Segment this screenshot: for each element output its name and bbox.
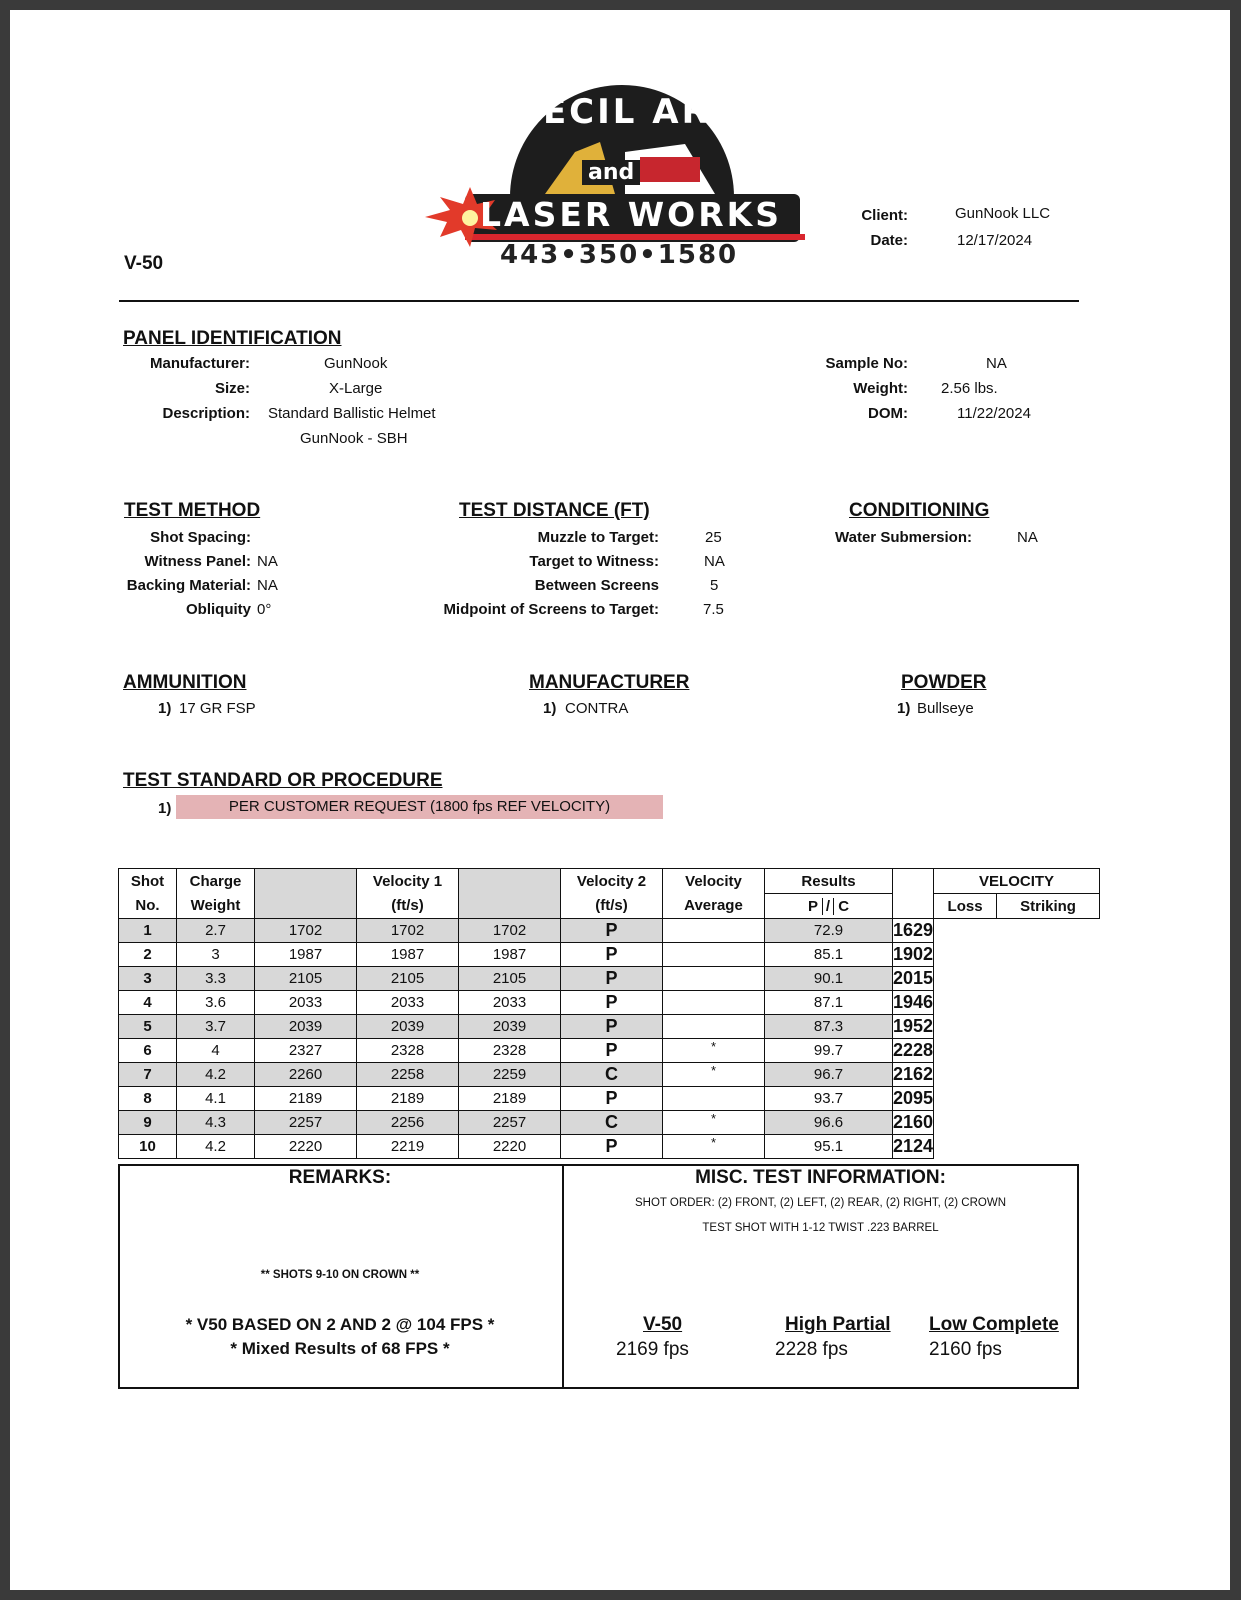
midpoint-value: 7.5 [703,601,724,618]
manufacturer-title: MANUFACTURER [529,672,690,693]
header-loss: Loss [934,894,997,919]
striking-cell: 1902 [893,943,934,967]
size-label: Size: [214,380,250,397]
header-velocity-group: VELOCITY [934,869,1100,894]
striking-cell: 1629 [893,919,934,943]
charge-cell: 3.7 [177,1015,255,1039]
header-results: Results [765,869,893,894]
loss-cell: 96.6 [765,1111,893,1135]
loss-cell: 95.1 [765,1135,893,1159]
velocity2-cell: 2219 [357,1135,459,1159]
charge-cell: 3 [177,943,255,967]
description-value-2: GunNook - SBH [300,430,408,447]
header-charge: Charge [177,869,255,894]
table-row [119,991,1100,1015]
velocity-avg-cell: 1987 [459,943,561,967]
velocity-avg-cell: 2189 [459,1087,561,1111]
mark-cell: * [663,1063,765,1087]
standard-title: TEST STANDARD OR PROCEDURE [123,770,443,791]
result-cell: P [561,967,663,991]
table-row [119,1039,1100,1063]
water-label: Water Submersion: [835,529,972,546]
result-cell: P [561,919,663,943]
striking-cell: 2124 [893,1135,934,1159]
charge-cell: 4 [177,1039,255,1063]
mark-cell [663,1087,765,1111]
remarks-mixed-line: * Mixed Results of 68 FPS * [230,1339,450,1358]
backing-value: NA [257,577,278,594]
header-shot: Shot [119,869,177,894]
remarks-title: REMARKS: [288,1167,392,1188]
shot-no-cell: 10 [119,1135,177,1159]
mark-cell [663,991,765,1015]
ammunition-num: 1) [158,700,172,717]
result-cell: C [561,1063,663,1087]
velocity2-cell: 2258 [357,1063,459,1087]
between-screens-value: 5 [710,577,719,594]
remarks-v50-line: * V50 BASED ON 2 AND 2 @ 104 FPS * [185,1315,495,1334]
charge-cell: 3.6 [177,991,255,1015]
shot-spacing-label: Shot Spacing: [150,529,251,546]
high-partial-value: 2228 fps [775,1339,848,1360]
mark-cell: * [663,1135,765,1159]
result-cell: C [561,1111,663,1135]
shot-no-cell: 6 [119,1039,177,1063]
dom-value: 11/22/2024 [957,405,1031,422]
striking-cell: 2015 [893,967,934,991]
loss-cell: 85.1 [765,943,893,967]
mark-cell: * [663,1039,765,1063]
striking-cell: 2095 [893,1087,934,1111]
manufacturer-value: GunNook [324,355,388,372]
velocity1-cell: 1702 [255,919,357,943]
loss-cell: 87.3 [765,1015,893,1039]
result-cell: P [561,1087,663,1111]
client-label: Client: [861,207,908,224]
weight-label: Weight: [853,380,908,397]
velocity1-cell: 2189 [255,1087,357,1111]
low-complete-value: 2160 fps [929,1339,1002,1360]
header-mark [893,869,934,894]
header-slash: / [822,898,834,915]
shot-no-cell: 7 [119,1063,177,1087]
sample-value: NA [986,355,1007,372]
panel-title: PANEL IDENTIFICATION [123,328,342,349]
witness-value: NA [257,553,278,570]
velocity2-cell: 1702 [357,919,459,943]
midpoint-label: Midpoint of Screens to Target: [443,601,659,618]
misc-line2: TEST SHOT WITH 1-12 TWIST .223 BARREL [702,1222,939,1234]
standard-value: PER CUSTOMER REQUEST (1800 fps REF VELOCITY) [176,795,663,819]
result-cell: P [561,1015,663,1039]
velocity1-cell: 2260 [255,1063,357,1087]
velocity1-cell: 2257 [255,1111,357,1135]
velocity1-cell: 1987 [255,943,357,967]
table-row [119,967,1100,991]
velocity2-cell: 2105 [357,967,459,991]
velocity-avg-cell: 2328 [459,1039,561,1063]
striking-cell: 2228 [893,1039,934,1063]
striking-cell: 1946 [893,991,934,1015]
obliquity-label: Obliquity [186,601,251,618]
loss-cell: 72.9 [765,919,893,943]
header-velocity-avg: Velocity [663,869,765,894]
velocity2-cell: 2039 [357,1015,459,1039]
velocity1-cell: 2033 [255,991,357,1015]
shot-no-cell: 4 [119,991,177,1015]
loss-cell: 93.7 [765,1087,893,1111]
conditioning-title: CONDITIONING [849,500,990,521]
table-row [119,1087,1100,1111]
blank-column-b [459,869,561,919]
low-complete-label: Low Complete [929,1314,1059,1335]
remarks-note: ** SHOTS 9-10 ON CROWN ** [260,1269,420,1281]
v50-value: 2169 fps [616,1339,689,1360]
logo-phone: 443•350•1580 [500,240,739,270]
velocity-avg-cell: 2259 [459,1063,561,1087]
velocity-avg-cell: 2033 [459,991,561,1015]
date-value: 12/17/2024 [957,232,1033,249]
blank-column-a [255,869,357,919]
shot-no-cell: 2 [119,943,177,967]
ammo-manufacturer-value: CONTRA [565,700,629,717]
table-row [119,943,1100,967]
weight-value: 2.56 lbs. [941,380,998,397]
velocity2-cell: 2189 [357,1087,459,1111]
shot-no-cell: 1 [119,919,177,943]
obliquity-value: 0° [257,601,272,618]
shot-no-cell: 3 [119,967,177,991]
charge-cell: 4.1 [177,1087,255,1111]
standard-num: 1) [158,800,172,817]
charge-cell: 4.2 [177,1063,255,1087]
mark-cell [663,919,765,943]
result-cell: P [561,1135,663,1159]
loss-cell: 99.7 [765,1039,893,1063]
header-mark-2 [893,894,934,919]
result-cell: P [561,991,663,1015]
sample-label: Sample No: [825,355,908,372]
loss-cell: 87.1 [765,991,893,1015]
test-distance-title: TEST DISTANCE (FT) [459,500,650,521]
ammunition-title: AMMUNITION [123,672,247,693]
mark-cell [663,1015,765,1039]
velocity-avg-cell: 2220 [459,1135,561,1159]
dom-label: DOM: [868,405,908,422]
powder-value: Bullseye [917,700,974,717]
header-velocity1-unit: (ft/s) [357,894,459,919]
table-row [119,1015,1100,1039]
shot-no-cell: 5 [119,1015,177,1039]
backing-label: Backing Material: [126,577,251,594]
loss-cell: 96.7 [765,1063,893,1087]
v50-label: V-50 [643,1314,683,1335]
velocity-avg-cell: 2039 [459,1015,561,1039]
ammunition-value: 17 GR FSP [179,700,256,717]
striking-cell: 1952 [893,1015,934,1039]
high-partial-label: High Partial [785,1314,891,1335]
table-row [119,1111,1100,1135]
loss-cell: 90.1 [765,967,893,991]
powder-num: 1) [897,700,911,717]
logo-line3: LASER WORKS [480,195,782,234]
velocity2-cell: 2256 [357,1111,459,1135]
header-c: C [838,897,850,915]
description-label: Description: [162,405,250,422]
header-pc [765,894,893,919]
velocity1-cell: 2327 [255,1039,357,1063]
velocity2-cell: 1987 [357,943,459,967]
striking-cell: 2162 [893,1063,934,1087]
water-value: NA [1017,529,1038,546]
velocity-avg-cell: 1702 [459,919,561,943]
charge-cell: 3.3 [177,967,255,991]
muzzle-label: Muzzle to Target: [537,529,659,546]
muzzle-value: 25 [705,529,722,546]
shot-no-cell: 8 [119,1087,177,1111]
result-cell: P [561,1039,663,1063]
between-screens-label: Between Screens [534,577,659,594]
target-witness-value: NA [704,553,725,570]
manufacturer-label: Manufacturer: [149,355,250,372]
header-charge-weight: Weight [177,894,255,919]
description-value: Standard Ballistic Helmet [268,405,436,422]
charge-cell: 2.7 [177,919,255,943]
velocity1-cell: 2220 [255,1135,357,1159]
table-row [119,1063,1100,1087]
logo-line1: CECIL ARMS [515,92,776,132]
misc-line1: SHOT ORDER: (2) FRONT, (2) LEFT, (2) REAR, (2) RIGHT, (2) CROWN [635,1197,1006,1209]
witness-label: Witness Panel: [144,553,251,570]
velocity-avg-cell: 2257 [459,1111,561,1135]
header-striking: Striking [997,894,1100,919]
doc-title: V-50 [124,253,164,274]
mark-cell [663,967,765,991]
velocity1-cell: 2105 [255,967,357,991]
client-value: GunNook LLC [955,205,1051,222]
velocity2-cell: 2328 [357,1039,459,1063]
header-divider [119,300,1079,302]
velocity-avg-cell: 2105 [459,967,561,991]
shot-table [118,868,1100,1159]
size-value: X-Large [329,380,383,397]
ammo-manufacturer-num: 1) [543,700,557,717]
mark-cell: * [663,1111,765,1135]
charge-cell: 4.3 [177,1111,255,1135]
header-shot-no: No. [119,894,177,919]
velocity1-cell: 2039 [255,1015,357,1039]
date-label: Date: [870,232,908,249]
powder-title: POWDER [901,672,987,693]
header-velocity2: Velocity 2 [561,869,663,894]
header-p: P [807,897,818,915]
result-cell: P [561,943,663,967]
header-velocity-average: Average [663,894,765,919]
charge-cell: 4.2 [177,1135,255,1159]
table-row [119,919,1100,943]
header-velocity1: Velocity 1 [357,869,459,894]
shot-no-cell: 9 [119,1111,177,1135]
misc-title: MISC. TEST INFORMATION: [695,1167,946,1188]
table-row [119,1135,1100,1159]
striking-cell: 2160 [893,1111,934,1135]
test-method-title: TEST METHOD [124,500,261,521]
mark-cell [663,943,765,967]
header-velocity2-unit: (ft/s) [561,894,663,919]
velocity2-cell: 2033 [357,991,459,1015]
logo-line2: and [582,160,640,185]
target-witness-label: Target to Witness: [529,553,659,570]
